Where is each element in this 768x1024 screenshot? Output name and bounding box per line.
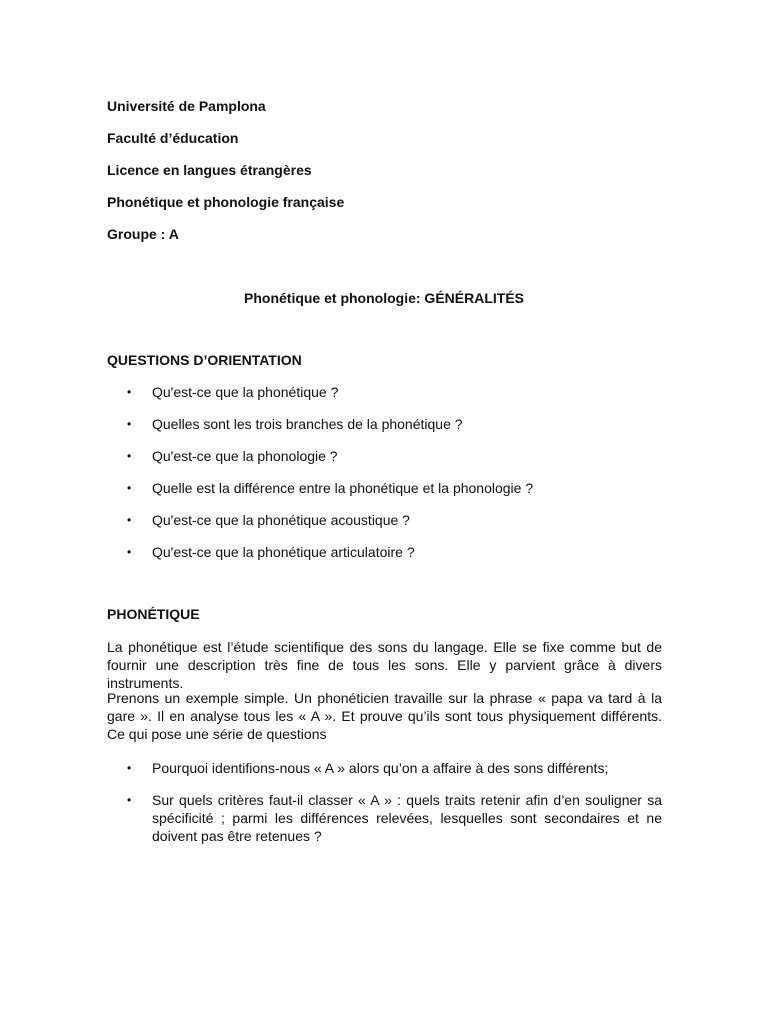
question-text: Qu'est-ce que la phonologie ? xyxy=(152,448,338,464)
bullet-icon: • xyxy=(127,417,132,431)
bullet-icon: • xyxy=(127,793,132,807)
question-text: Sur quels critères faut-il classer « A » : quels traits retenir afin d’en souligner sa spécificité ; parmi les différences relevées, lesquelles sont secondaires et ne doivent pas être retenues ? xyxy=(152,792,662,844)
question-text: Qu'est-ce que la phonétique ? xyxy=(152,384,339,400)
orientation-heading: QUESTIONS D’ORIENTATION xyxy=(107,352,302,368)
bullet-icon: • xyxy=(127,761,132,775)
group-label: Groupe : A xyxy=(107,226,179,242)
degree-name: Licence en langues étrangères xyxy=(107,162,312,178)
question-text: Quelles sont les trois branches de la phonétique ? xyxy=(152,416,463,432)
faculty-name: Faculté d’éducation xyxy=(107,130,239,146)
question-text: Pourquoi identifions-nous « A » alors qu’on a affaire à des sons différents; xyxy=(152,760,609,776)
bullet-icon: • xyxy=(127,385,132,399)
university-name: Université de Pamplona xyxy=(107,98,266,114)
bullet-icon: • xyxy=(127,481,132,495)
phonetique-definition-paragraph: La phonétique est l’étude scientifique des sons du langage. Elle se fixe comme but de fournir une description très fine de tous les sons. Elle y parvient grâce à divers instruments. xyxy=(107,639,662,691)
course-name: Phonétique et phonologie française xyxy=(107,194,345,210)
document-title: Phonétique et phonologie: GÉNÉRALITÉS xyxy=(244,290,524,306)
question-text: Quelle est la différence entre la phonétique et la phonologie ? xyxy=(152,480,534,496)
question-text: Qu'est-ce que la phonétique articulatoire ? xyxy=(152,544,415,560)
phonetique-heading: PHONÉTIQUE xyxy=(107,606,200,622)
bullet-icon: • xyxy=(127,449,132,463)
question-text: Qu'est-ce que la phonétique acoustique ? xyxy=(152,512,410,528)
bullet-icon: • xyxy=(127,545,132,559)
bullet-icon: • xyxy=(127,513,132,527)
phonetique-example-paragraph: Prenons un exemple simple. Un phonéticien travaille sur la phrase « papa va tard à la gare ». Il en analyse tous les « A ». Et prouve qu’ils sont tous physiquement différents. Ce qui pose une série de questions xyxy=(107,690,662,742)
